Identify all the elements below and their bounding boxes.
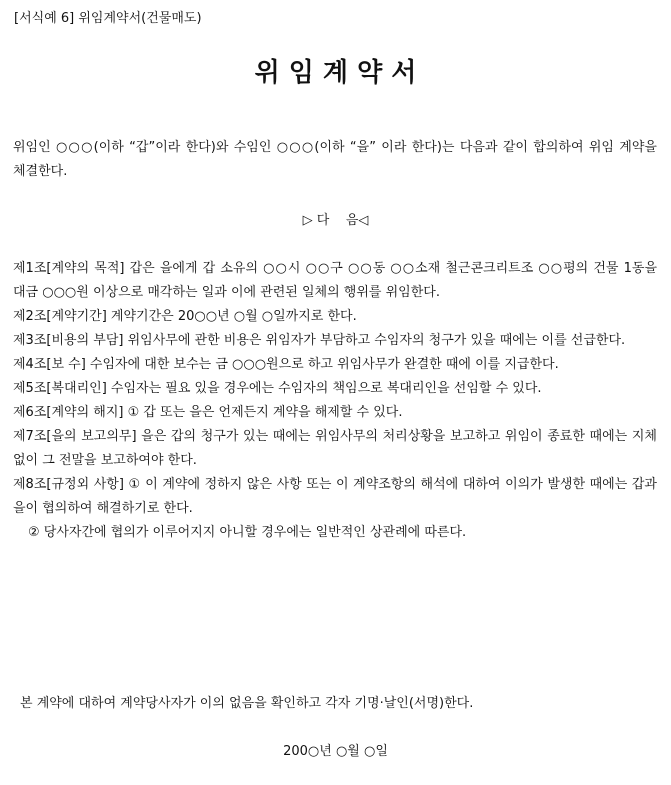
intro-paragraph: 위임인 ○○○(이하 “갑”이라 한다)와 수임인 ○○○(이하 “을” 이라 한다)는 다음과 같이 합의하여 위임 계약을 체결한다. (13, 140, 657, 179)
article-8: 제8조[규정외 사항] ① 이 계약에 정하지 않은 사항 또는 이 계약조항의 해석에 대하여 이의가 발생한 때에는 갑과 을이 협의하여 해결하기로 한다. (13, 477, 657, 516)
article-1: 제1조[계약의 목적] 갑은 을에게 갑 소유의 ○○시 ○○구 ○○동 ○○소재 철근콘크리트조 ○○평의 건물 1동을 대금 ○○○원 이상으로 매각하는 일과 이에 관련된 일체의 행위를 위임한다. (13, 261, 657, 300)
articles-list (13, 257, 657, 545)
document-title: 위 임 계 약 서 (254, 58, 417, 88)
article-5: 제5조[복대리인] 수임자는 필요 있을 경우에는 수임자의 책임으로 복대리인을 선임할 수 있다. (13, 381, 542, 396)
article-7: 제7조[을의 보고의무] 을은 갑의 청구가 있는 때에는 위임사무의 처리상황을 보고하고 위임이 종료한 때에는 지체 없이 그 전말을 보고하여야 한다. (13, 429, 657, 468)
closing-statement: 본 계약에 대하여 계약당사자가 이의 없음을 확인하고 각자 기명·날인(서명)한다. (20, 696, 474, 711)
article-6: 제6조[계약의 해지] ① 갑 또는 을은 언제든지 계약을 해제할 수 있다. (13, 405, 403, 420)
article-8-item-2: ② 당사자간에 협의가 이루어지지 아니할 경우에는 일반적인 상관례에 따른다. (28, 525, 467, 540)
section-heading: ▷ 다 음◁ (302, 213, 369, 228)
form-label: [서식예 6] 위임계약서(건물매도) (14, 11, 202, 26)
contract-date: 200○년 ○월 ○일 (283, 744, 388, 759)
article-2: 제2조[계약기간] 계약기간은 20○○년 ○월 ○일까지로 한다. (13, 309, 357, 324)
article-4: 제4조[보 수] 수임자에 대한 보수는 금 ○○○원으로 하고 위임사무가 완결한 때에 이를 지급한다. (13, 357, 559, 372)
article-3: 제3조[비용의 부담] 위임사무에 관한 비용은 위임자가 부담하고 수임자의 청구가 있을 때에는 이를 선급한다. (13, 333, 626, 348)
